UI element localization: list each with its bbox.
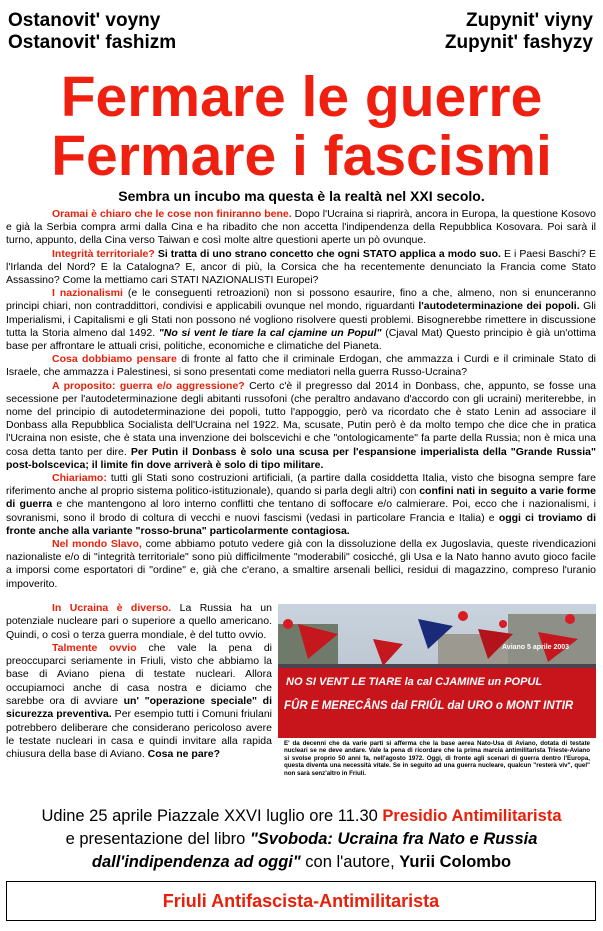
paragraph-7 [6,538,596,591]
p3-text3: (Cjaval Mat) Questo principio è già un'ottima base per affrontare le attuali crisi, politiche, economiche e climatiche del Pianeta. [6,326,596,353]
paragraph-9 [6,642,272,762]
paragraph-6 [6,472,596,538]
p3-text1: (e le conseguenti retroazioni) non si possono esaurire, fino a che, almeno, non si enunceranno principi chiari, non contraddittori, condivisi e applicabili ovunque nel mondo, riguardanti [6,287,596,313]
left-column [6,602,272,762]
p1-lead: Oramai è chiaro che le cose non finiranno bene. [52,208,292,220]
event-line2-italic: "Svoboda: Ucraina fra Nato e Russia [249,830,538,848]
p4-lead: Cosa dobbiamo pensare [52,353,177,366]
p2-lead: Integrità territoriale? [52,247,155,260]
p8-text: La Russia ha un potenziale nucleare pari o superiore a quello americano. Quindi, o così o terza guerra mondiale, è del tutto ovvio. [6,602,272,641]
p9-bold2: Cosa ne pare? [147,748,221,761]
p7-text: come abbiamo potuto vedere già con la dissoluzione della ex Jugoslavia, queste rivendicazioni nazionaliste e/o di "integrità territoriale" sono più difficilmente "moderabili" cosicché, gli Usa e la Nato hanno avuto gioco facile a imporsi come esportatori di "ordine" e, già che c'erano, a smaltire arsenali bellici, residui di magazzino, compreso l'uranio impoverito. [6,538,596,590]
slogan-left-line2: Ostanovit' fashizm [8,32,177,53]
p6-text1: tutti gli Stati sono costruzioni artificiali, (a partire dalla cosiddetta Italia, visto che bisogna sempre fare riferimento anche al proprio sistema politico-istituzionale), quando si parla degli altri) con [6,472,596,498]
p8-lead: In Ucraina è diverso. [52,602,172,614]
paragraph-1 [6,208,596,248]
p5-lead: A proposito: guerra e/o aggressione? [52,379,245,392]
p9-lead: Talmente ovvio [52,641,137,654]
p7-lead: Nel mondo Slavo, [52,538,142,551]
event-line1-text: Udine 25 aprile Piazzale XXVI luglio ore 11.30 [41,807,383,825]
p1-text: Dopo l'Ucraina si riaprirà, ancora in Europa, la questione Kosovo e già la Serbia compra armi dalla Cina e ha ribadito che non accetta l'indipendenza della Repubblica Kosovara. Poi sarà il turno, appunto, della Cina verso Taiwan e così molte altre questioni aperte un pò ovunque. [6,208,596,247]
banner-line1: NO SI VENT LE TIARE la cal CJAMINE un POPUL [286,676,543,688]
article-body [6,208,596,591]
p3-quote: "No si vent le tiare la cal cjamine un Popul" [158,326,382,339]
event-line2-text: e presentazione del libro [65,830,250,848]
p9-text2: Per esempio tutti i Comuni friulani potrebbero deliberare che considerano pericoloso avere le testate nucleari in casa e quindi invitare alla rapida chiusura della base di Aviano. [6,708,272,761]
footer-organization: Friuli Antifascista-Antimilitarista [6,881,596,921]
p6-bold1: confini nati in seguito a varie forme di guerra [6,485,596,511]
p3-lead: I nazionalismi [52,287,123,300]
event-line1-red: Presidio Antimilitarista [382,807,562,825]
paragraph-5 [6,380,596,472]
event-line2 [0,828,603,851]
p3-text2: Gli Imperialismi, i Capitalismi e gli Stati non possono né vogliono risolvere questi problemi. Bisognerebbe rimettere in discussione tutta la Storia almeno dal 1492. [6,300,596,339]
paragraph-8 [6,602,272,642]
headline-line1: Fermare le guerre [60,65,543,129]
event-line3-text: con l'autore, [300,853,400,871]
event-line1 [0,805,603,828]
p9-text1: che vale la pena di preoccuparci seriamente in Friuli, visto che abbiamo la base di Aviano piena di testate nucleari. Allora occupiamoci anche di casa nostra e diciamo che sarebbe ora di avviare [6,641,272,708]
paragraph-2 [6,248,596,288]
p5-text1: Certo c'è il pregresso dal 2014 in Donbass, che, appunto, se fosse una secessione per l'autodeterminazione degli abitanti russofoni (che peraltro andavano d'accordo con gli ucraini) meriterebbe, in nome del principio di autodeterminazione dei popoli, tutto l'appoggio, però va ricordato che è stato Lenin ad associare il Donbass alla Repubblica Socialista dell'Ucraina nel 1922. Ma, scusate, Putin però è da molto tempo che dice che in pratica l'Ucraina non esiste, che è stata una invenzione dei bolscevichi e che "ontologicamente" fa parte della Russia; non è mica una cosa detta tanto per dire. [6,379,596,458]
event-line3-bold: Yurii Colombo [399,853,512,871]
banner-line2: FÛR E MERECÂNS dal FRIÛL dal URO o MONT INTIR [284,700,574,712]
slogan-right [445,10,593,54]
slogan-right-line1: Zupynit' viyny [466,10,593,31]
slogan-right-line2: Zupynit' fashyzy [444,32,593,53]
subtitle: Sembra un incubo ma questa è la realtà nel XXI secolo. [118,188,485,204]
p2-text: E i Paesi Baschi? E l'Irlanda del Nord? E la Catalogna? E, ancor di più, la Corsica che ha recentemente denunciato la Francia come Stato Assassino? Come la mettiamo cari STATI NAZIONALISTI Europei? [6,247,596,287]
p3-bold1: l'autodeterminazione dei popoli. [418,300,580,313]
headline-line2: Fermare i fascismi [51,124,552,188]
p9-bold1: un' "operazione speciale" di sicurezza preventiva. [6,695,272,721]
slogan-left [8,10,176,54]
p2-bold: Si tratta di uno strano concetto che ogni STATO applica a modo suo. [154,247,501,260]
p6-lead: Chiariamo: [52,472,107,485]
p6-text2: e che mantengono al loro interno conflitti che tentano di soffocare e/o calmierare. Poi, ecco che i nazionalismi, i sovranismi, sono il brodo di coltura di vecchi e nuovi fascismi (vedasi in particolare Francia e Italia) e [6,498,596,524]
paragraph-3 [6,287,596,353]
slogan-left-line1: Ostanovit' voyny [8,10,161,31]
photo-caption: E' da decenni che da varie parti si afferma che la base aerea Nato-Usa di Aviano, dotata di testate nucleari se ne deve andare. Vale la pena di ricordare che la prima marcia antimilitarista Trieste-Aviano si svolse proprio 50 anni fa, nell'agosto 1972. Oggi, di fronte agli scenari di guerra dentro l'Europa, questa diventa una necessità vitale. Se in seguito ad una guerra nucleare, qualcun "resterà viv", quel" non sarà senz'altro in Friuli. [278,738,596,784]
event-line3-italic: dall'indipendenza ad oggi" [91,853,301,871]
p4-text: di fronte al fatto che il criminale Erdogan, che ammazza i Curdi e il criminale Stato di Israele, che ammazza i Palestinesi, si sono presentati come mediatori nella guerra Russo-Ucraina? [6,353,596,379]
p5-bold: Per Putin il Donbass è solo una scusa per l'espansione imperialista della "Grande Russia" post-bolscevica; il limite fin dove arriverà è solo di tipo militare. [6,445,596,471]
event-line3 [0,851,603,874]
p6-bold2: oggi ci troviamo di fronte anche alla variante "rosso-bruna" particolarmente contagiosa. [6,511,596,537]
photo-date-label: Aviano 5 aprile 2003 [502,644,570,651]
paragraph-4 [6,353,596,379]
